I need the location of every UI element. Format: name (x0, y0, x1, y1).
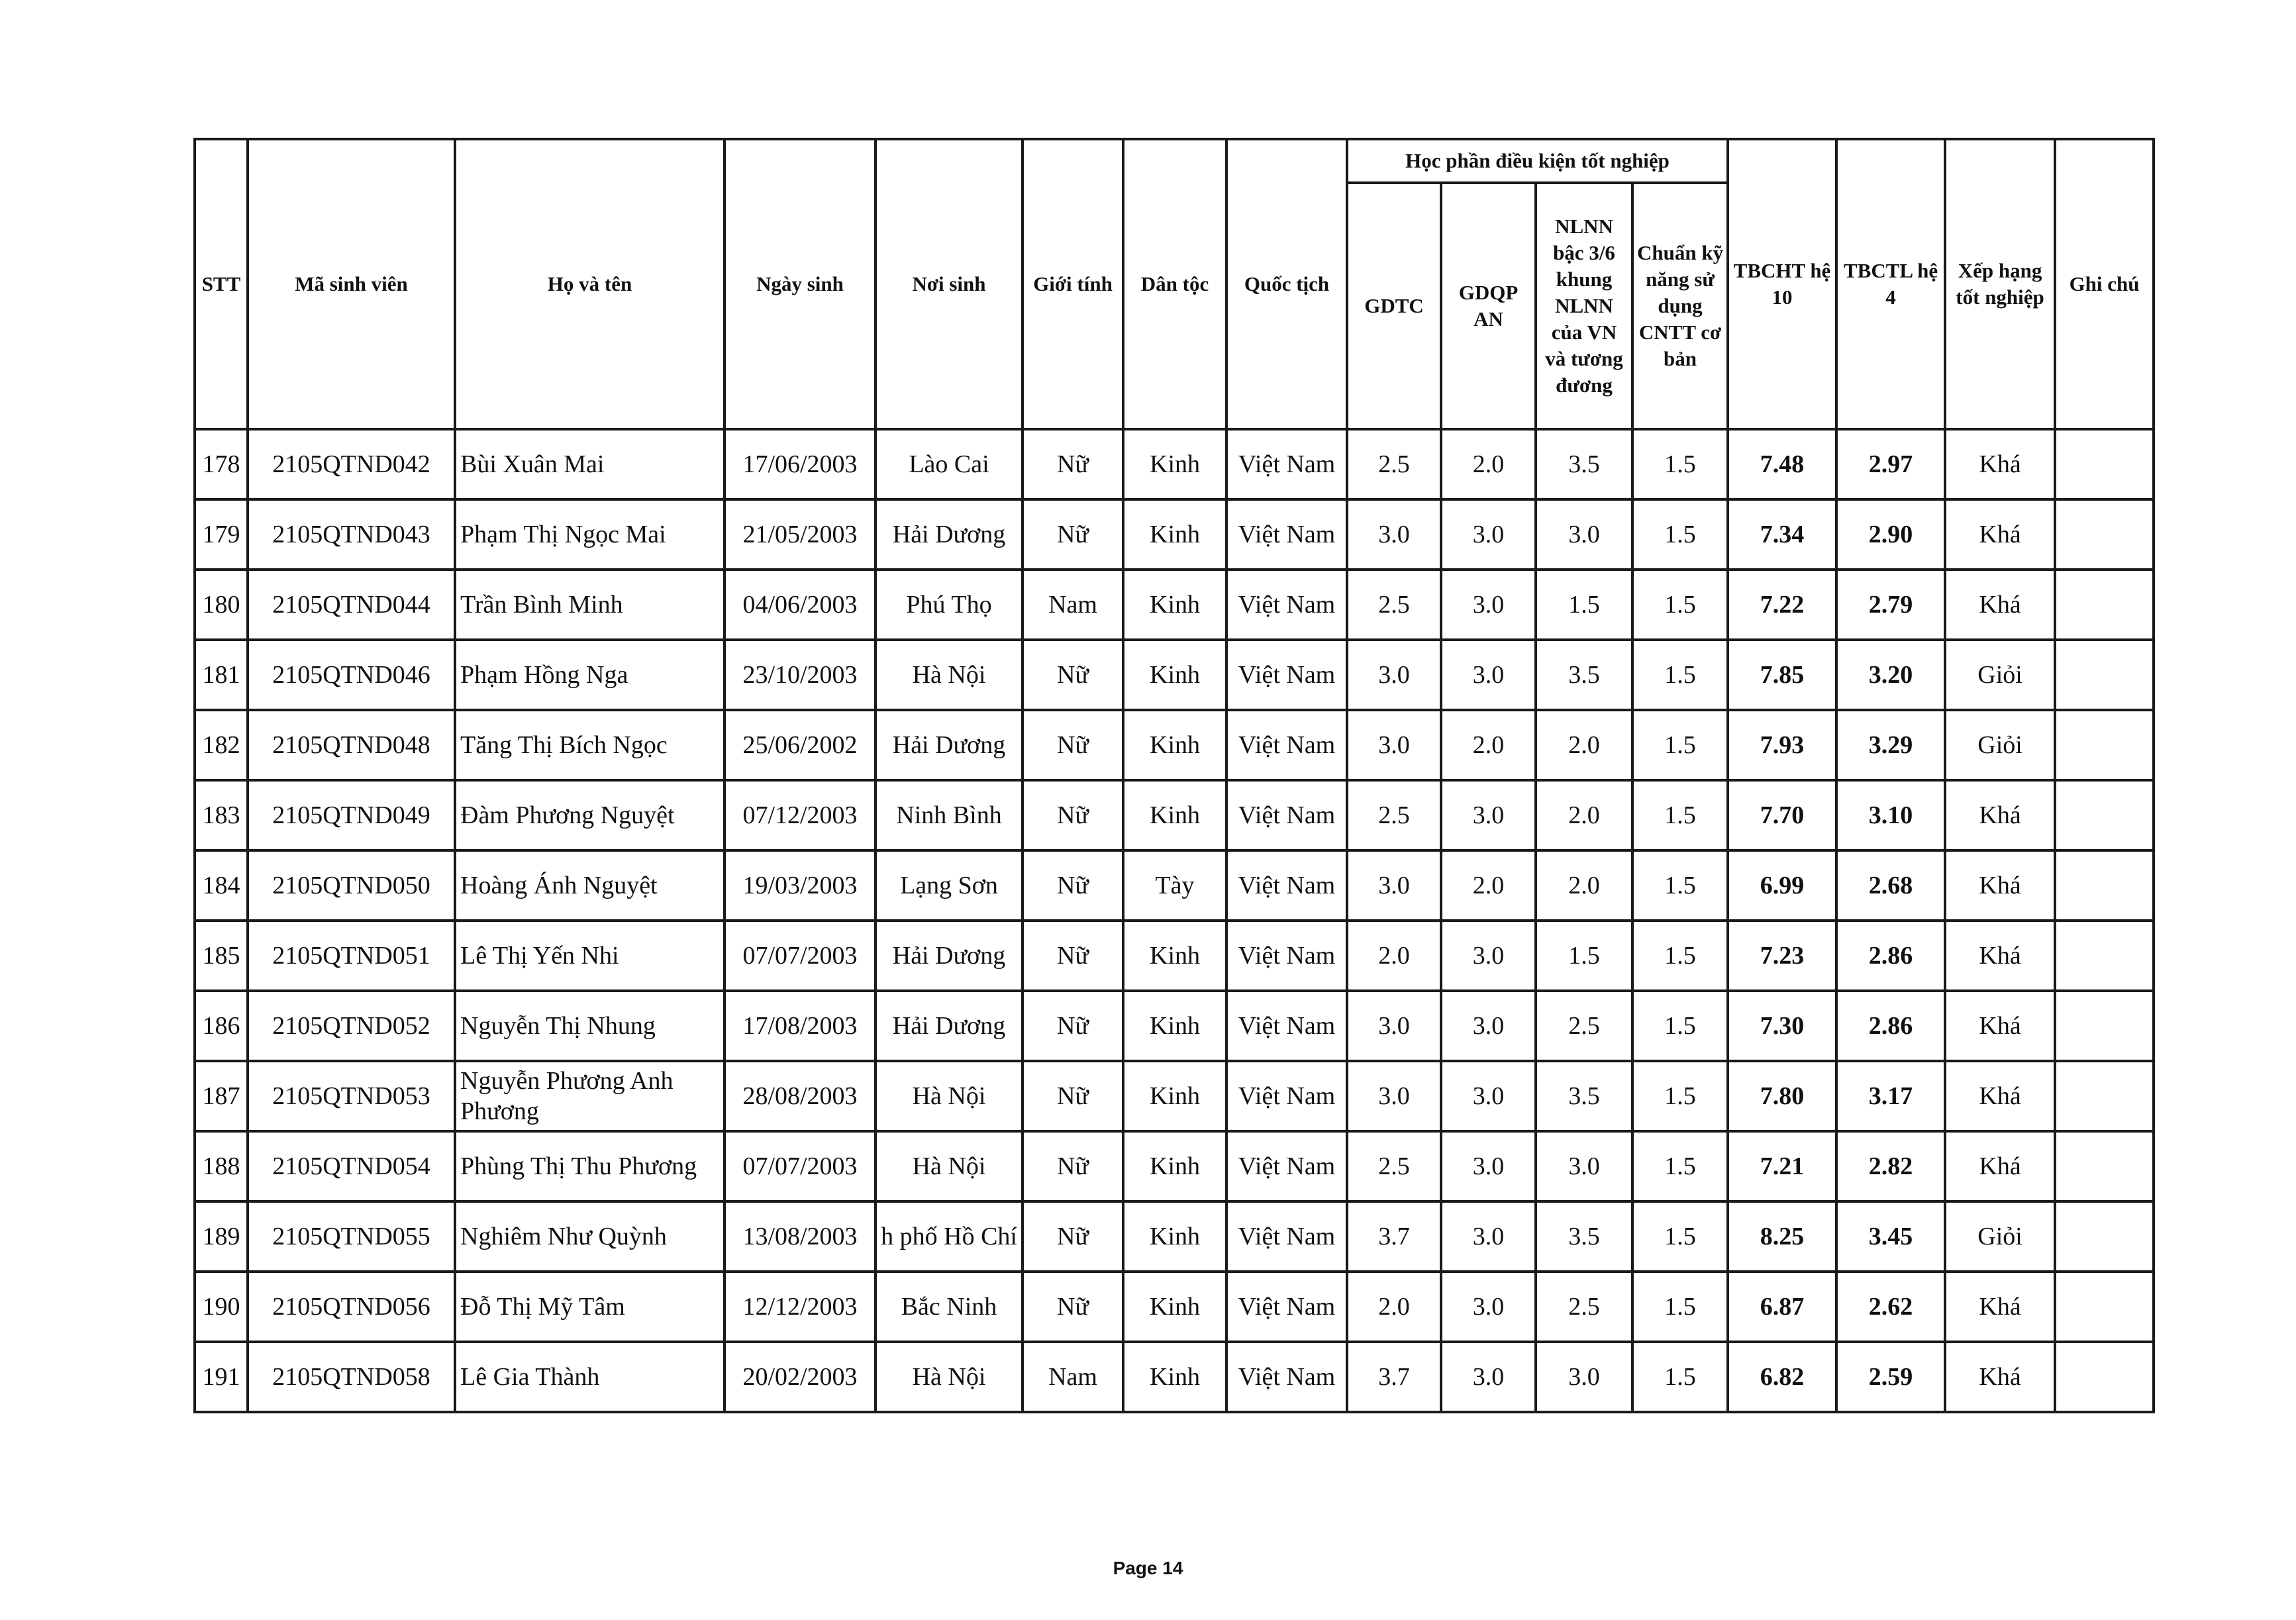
cell-full-name: Lê Gia Thành (455, 1342, 724, 1412)
cell-nlnn: 3.5 (1536, 1201, 1632, 1272)
cell-stt: 187 (195, 1061, 248, 1131)
cell-nationality: Việt Nam (1226, 570, 1347, 640)
cell-stt: 186 (195, 991, 248, 1061)
cell-stt: 183 (195, 780, 248, 850)
cell-student-id: 2105QTND058 (248, 1342, 455, 1412)
cell-birthplace: Phú Thọ (875, 570, 1023, 640)
cell-student-id: 2105QTND056 (248, 1272, 455, 1342)
cell-dob: 28/08/2003 (724, 1061, 875, 1131)
cell-birthplace: Hải Dương (875, 991, 1023, 1061)
cell-cntt: 1.5 (1632, 1061, 1728, 1131)
header-cntt: Chuẩn kỹ năng sử dụng CNTT cơ bản (1632, 183, 1728, 429)
cell-gender: Nữ (1023, 1272, 1123, 1342)
cell-nlnn: 1.5 (1536, 570, 1632, 640)
cell-nationality: Việt Nam (1226, 1201, 1347, 1272)
cell-tbctl: 3.45 (1836, 1201, 1945, 1272)
cell-full-name: Nguyễn Phương Anh Phương (455, 1061, 724, 1131)
header-full-name: Họ và tên (455, 139, 724, 429)
cell-nationality: Việt Nam (1226, 850, 1347, 921)
cell-cntt: 1.5 (1632, 1342, 1728, 1412)
cell-gdtc: 3.7 (1347, 1201, 1441, 1272)
cell-full-name: Nguyễn Thị Nhung (455, 991, 724, 1061)
cell-gender: Nữ (1023, 1131, 1123, 1201)
cell-ranking: Khá (1945, 1131, 2055, 1201)
cell-gender: Nữ (1023, 921, 1123, 991)
cell-stt: 180 (195, 570, 248, 640)
cell-stt: 191 (195, 1342, 248, 1412)
cell-tbcht: 7.80 (1728, 1061, 1836, 1131)
cell-gdtc: 2.0 (1347, 1272, 1441, 1342)
cell-ranking: Giỏi (1945, 1201, 2055, 1272)
cell-birthplace: Bắc Ninh (875, 1272, 1023, 1342)
cell-dob: 17/06/2003 (724, 429, 875, 499)
cell-dob: 04/06/2003 (724, 570, 875, 640)
cell-full-name: Đỗ Thị Mỹ Tâm (455, 1272, 724, 1342)
cell-ethnicity: Kinh (1123, 710, 1226, 780)
cell-tbctl: 2.86 (1836, 921, 1945, 991)
cell-gender: Nữ (1023, 1201, 1123, 1272)
cell-tbcht: 8.25 (1728, 1201, 1836, 1272)
cell-gdqp: 2.0 (1441, 850, 1536, 921)
cell-nationality: Việt Nam (1226, 921, 1347, 991)
cell-gdtc: 3.0 (1347, 850, 1441, 921)
cell-ranking: Giỏi (1945, 640, 2055, 710)
header-tbcht: TBCHT hệ 10 (1728, 139, 1836, 429)
header-birthplace: Nơi sinh (875, 139, 1023, 429)
cell-gender: Nữ (1023, 991, 1123, 1061)
cell-stt: 189 (195, 1201, 248, 1272)
header-ranking: Xếp hạng tốt nghiệp (1945, 139, 2055, 429)
cell-nlnn: 3.0 (1536, 1342, 1632, 1412)
cell-gdqp: 3.0 (1441, 1342, 1536, 1412)
cell-gender: Nữ (1023, 499, 1123, 570)
cell-full-name: Phạm Thị Ngọc Mai (455, 499, 724, 570)
cell-student-id: 2105QTND044 (248, 570, 455, 640)
header-gdtc: GDTC (1347, 183, 1441, 429)
cell-nationality: Việt Nam (1226, 499, 1347, 570)
cell-nlnn: 1.5 (1536, 921, 1632, 991)
cell-birthplace: Hà Nội (875, 1061, 1023, 1131)
cell-full-name: Tăng Thị Bích Ngọc (455, 710, 724, 780)
cell-gender: Nữ (1023, 640, 1123, 710)
cell-gdqp: 3.0 (1441, 1201, 1536, 1272)
cell-full-name: Phạm Hồng Nga (455, 640, 724, 710)
cell-gender: Nam (1023, 1342, 1123, 1412)
table-row (195, 1201, 2154, 1272)
cell-gdtc: 2.0 (1347, 921, 1441, 991)
cell-birthplace: Hà Nội (875, 1342, 1023, 1412)
header-gender: Giới tính (1023, 139, 1123, 429)
table-row (195, 570, 2154, 640)
cell-tbcht: 7.30 (1728, 991, 1836, 1061)
cell-nlnn: 3.5 (1536, 640, 1632, 710)
table-row (195, 640, 2154, 710)
header-nationality: Quốc tịch (1226, 139, 1347, 429)
cell-stt: 182 (195, 710, 248, 780)
table-row (195, 429, 2154, 499)
cell-stt: 185 (195, 921, 248, 991)
cell-note (2055, 1342, 2154, 1412)
cell-dob: 17/08/2003 (724, 991, 875, 1061)
cell-birthplace: Hải Dương (875, 710, 1023, 780)
header-dob: Ngày sinh (724, 139, 875, 429)
cell-ethnicity: Tày (1123, 850, 1226, 921)
cell-tbcht: 7.34 (1728, 499, 1836, 570)
cell-tbctl: 2.86 (1836, 991, 1945, 1061)
cell-ethnicity: Kinh (1123, 780, 1226, 850)
cell-nlnn: 2.0 (1536, 710, 1632, 780)
cell-dob: 19/03/2003 (724, 850, 875, 921)
cell-nationality: Việt Nam (1226, 710, 1347, 780)
cell-ranking: Khá (1945, 499, 2055, 570)
cell-nlnn: 3.0 (1536, 499, 1632, 570)
cell-gdqp: 2.0 (1441, 710, 1536, 780)
table-row (195, 1061, 2154, 1131)
header-tbctl: TBCTL hệ 4 (1836, 139, 1945, 429)
cell-ethnicity: Kinh (1123, 640, 1226, 710)
cell-gdqp: 3.0 (1441, 780, 1536, 850)
cell-tbcht: 7.85 (1728, 640, 1836, 710)
cell-dob: 13/08/2003 (724, 1201, 875, 1272)
cell-gdtc: 3.0 (1347, 1061, 1441, 1131)
cell-ethnicity: Kinh (1123, 499, 1226, 570)
cell-student-id: 2105QTND052 (248, 991, 455, 1061)
table-header (195, 139, 2154, 429)
cell-tbctl: 3.20 (1836, 640, 1945, 710)
table-row (195, 1272, 2154, 1342)
cell-cntt: 1.5 (1632, 640, 1728, 710)
cell-cntt: 1.5 (1632, 710, 1728, 780)
cell-cntt: 1.5 (1632, 1131, 1728, 1201)
cell-note (2055, 1201, 2154, 1272)
cell-tbctl: 2.79 (1836, 570, 1945, 640)
cell-gdqp: 3.0 (1441, 921, 1536, 991)
table-row (195, 921, 2154, 991)
cell-note (2055, 1061, 2154, 1131)
cell-ethnicity: Kinh (1123, 1061, 1226, 1131)
cell-student-id: 2105QTND043 (248, 499, 455, 570)
cell-cntt: 1.5 (1632, 499, 1728, 570)
cell-student-id: 2105QTND051 (248, 921, 455, 991)
table-row (195, 710, 2154, 780)
cell-stt: 184 (195, 850, 248, 921)
cell-ethnicity: Kinh (1123, 991, 1226, 1061)
cell-birthplace: Hải Dương (875, 921, 1023, 991)
cell-note (2055, 570, 2154, 640)
cell-tbctl: 3.29 (1836, 710, 1945, 780)
cell-dob: 07/07/2003 (724, 1131, 875, 1201)
cell-nationality: Việt Nam (1226, 1272, 1347, 1342)
cell-full-name: Hoàng Ánh Nguyệt (455, 850, 724, 921)
cell-gdtc: 2.5 (1347, 780, 1441, 850)
cell-nationality: Việt Nam (1226, 1061, 1347, 1131)
cell-ethnicity: Kinh (1123, 1272, 1226, 1342)
cell-ranking: Khá (1945, 429, 2055, 499)
cell-gdtc: 3.0 (1347, 499, 1441, 570)
cell-stt: 188 (195, 1131, 248, 1201)
cell-gdqp: 3.0 (1441, 499, 1536, 570)
cell-gdtc: 3.0 (1347, 991, 1441, 1061)
header-ethnicity: Dân tộc (1123, 139, 1226, 429)
cell-cntt: 1.5 (1632, 991, 1728, 1061)
cell-birthplace: Hà Nội (875, 640, 1023, 710)
table-row (195, 1342, 2154, 1412)
cell-ethnicity: Kinh (1123, 570, 1226, 640)
cell-note (2055, 429, 2154, 499)
cell-cntt: 1.5 (1632, 1201, 1728, 1272)
cell-student-id: 2105QTND042 (248, 429, 455, 499)
cell-note (2055, 640, 2154, 710)
header-gdqp: GDQP AN (1441, 183, 1536, 429)
cell-tbctl: 2.90 (1836, 499, 1945, 570)
cell-full-name: Đàm Phương Nguyệt (455, 780, 724, 850)
cell-dob: 07/12/2003 (724, 780, 875, 850)
cell-cntt: 1.5 (1632, 850, 1728, 921)
cell-note (2055, 710, 2154, 780)
cell-tbcht: 7.70 (1728, 780, 1836, 850)
cell-stt: 190 (195, 1272, 248, 1342)
cell-tbcht: 7.93 (1728, 710, 1836, 780)
cell-full-name: Nghiêm Như Quỳnh (455, 1201, 724, 1272)
cell-tbctl: 2.68 (1836, 850, 1945, 921)
table-row (195, 991, 2154, 1061)
cell-ethnicity: Kinh (1123, 1131, 1226, 1201)
cell-tbctl: 2.59 (1836, 1342, 1945, 1412)
cell-dob: 23/10/2003 (724, 640, 875, 710)
header-nlnn: NLNN bậc 3/6 khung NLNN của VN và tương đương (1536, 183, 1632, 429)
cell-gdqp: 3.0 (1441, 1272, 1536, 1342)
cell-gender: Nữ (1023, 850, 1123, 921)
cell-ranking: Khá (1945, 921, 2055, 991)
cell-birthplace: Ninh Bình (875, 780, 1023, 850)
table-row (195, 780, 2154, 850)
cell-tbctl: 2.82 (1836, 1131, 1945, 1201)
cell-gdqp: 2.0 (1441, 429, 1536, 499)
table-row (195, 1131, 2154, 1201)
cell-student-id: 2105QTND055 (248, 1201, 455, 1272)
cell-dob: 20/02/2003 (724, 1342, 875, 1412)
cell-tbcht: 7.21 (1728, 1131, 1836, 1201)
cell-note (2055, 1131, 2154, 1201)
cell-cntt: 1.5 (1632, 570, 1728, 640)
cell-cntt: 1.5 (1632, 1272, 1728, 1342)
cell-nlnn: 3.0 (1536, 1131, 1632, 1201)
cell-birthplace: Hải Dương (875, 499, 1023, 570)
cell-birthplace: h phố Hồ Chí (875, 1201, 1023, 1272)
cell-nationality: Việt Nam (1226, 640, 1347, 710)
cell-tbctl: 3.17 (1836, 1061, 1945, 1131)
cell-student-id: 2105QTND046 (248, 640, 455, 710)
cell-nationality: Việt Nam (1226, 1131, 1347, 1201)
cell-tbcht: 6.99 (1728, 850, 1836, 921)
cell-note (2055, 921, 2154, 991)
page-number: Page 14 (1113, 1558, 1183, 1578)
cell-ranking: Khá (1945, 570, 2055, 640)
cell-note (2055, 850, 2154, 921)
cell-ranking: Khá (1945, 991, 2055, 1061)
cell-ethnicity: Kinh (1123, 1342, 1226, 1412)
cell-nlnn: 3.5 (1536, 429, 1632, 499)
cell-gender: Nữ (1023, 429, 1123, 499)
cell-tbcht: 7.23 (1728, 921, 1836, 991)
cell-gdqp: 3.0 (1441, 570, 1536, 640)
cell-stt: 178 (195, 429, 248, 499)
cell-ranking: Khá (1945, 850, 2055, 921)
cell-full-name: Trần Bình Minh (455, 570, 724, 640)
cell-ranking: Khá (1945, 1272, 2055, 1342)
cell-gdtc: 3.0 (1347, 710, 1441, 780)
cell-nationality: Việt Nam (1226, 1342, 1347, 1412)
cell-tbctl: 2.62 (1836, 1272, 1945, 1342)
cell-ranking: Giỏi (1945, 710, 2055, 780)
cell-gender: Nữ (1023, 780, 1123, 850)
cell-gdtc: 2.5 (1347, 429, 1441, 499)
cell-birthplace: Hà Nội (875, 1131, 1023, 1201)
cell-gdtc: 3.7 (1347, 1342, 1441, 1412)
header-note: Ghi chú (2055, 139, 2154, 429)
cell-ethnicity: Kinh (1123, 1201, 1226, 1272)
cell-gdtc: 2.5 (1347, 570, 1441, 640)
cell-gender: Nữ (1023, 710, 1123, 780)
cell-birthplace: Lạng Sơn (875, 850, 1023, 921)
table-body (195, 429, 2154, 1412)
cell-cntt: 1.5 (1632, 429, 1728, 499)
cell-gdtc: 3.0 (1347, 640, 1441, 710)
cell-nlnn: 2.0 (1536, 850, 1632, 921)
cell-ranking: Khá (1945, 1061, 2055, 1131)
cell-birthplace: Lào Cai (875, 429, 1023, 499)
cell-student-id: 2105QTND050 (248, 850, 455, 921)
cell-full-name: Bùi Xuân Mai (455, 429, 724, 499)
cell-ethnicity: Kinh (1123, 921, 1226, 991)
header-stt: STT (195, 139, 248, 429)
cell-cntt: 1.5 (1632, 780, 1728, 850)
cell-gdqp: 3.0 (1441, 1061, 1536, 1131)
cell-dob: 25/06/2002 (724, 710, 875, 780)
cell-full-name: Lê Thị Yến Nhi (455, 921, 724, 991)
cell-dob: 12/12/2003 (724, 1272, 875, 1342)
cell-student-id: 2105QTND053 (248, 1061, 455, 1131)
cell-gdtc: 2.5 (1347, 1131, 1441, 1201)
cell-dob: 21/05/2003 (724, 499, 875, 570)
cell-tbctl: 2.97 (1836, 429, 1945, 499)
cell-gender: Nam (1023, 570, 1123, 640)
cell-gdqp: 3.0 (1441, 991, 1536, 1061)
cell-note (2055, 1272, 2154, 1342)
cell-stt: 181 (195, 640, 248, 710)
cell-cntt: 1.5 (1632, 921, 1728, 991)
header-student-id: Mã sinh viên (248, 139, 455, 429)
table-row (195, 850, 2154, 921)
cell-gdqp: 3.0 (1441, 640, 1536, 710)
cell-tbcht: 7.48 (1728, 429, 1836, 499)
cell-tbcht: 6.87 (1728, 1272, 1836, 1342)
cell-ethnicity: Kinh (1123, 429, 1226, 499)
cell-tbcht: 6.82 (1728, 1342, 1836, 1412)
cell-nationality: Việt Nam (1226, 429, 1347, 499)
graduation-table-container (193, 138, 2152, 1413)
cell-student-id: 2105QTND049 (248, 780, 455, 850)
cell-nationality: Việt Nam (1226, 780, 1347, 850)
cell-stt: 179 (195, 499, 248, 570)
cell-nlnn: 2.5 (1536, 991, 1632, 1061)
cell-note (2055, 499, 2154, 570)
cell-note (2055, 780, 2154, 850)
cell-ranking: Khá (1945, 780, 2055, 850)
cell-nationality: Việt Nam (1226, 991, 1347, 1061)
cell-nlnn: 3.5 (1536, 1061, 1632, 1131)
cell-tbcht: 7.22 (1728, 570, 1836, 640)
cell-full-name: Phùng Thị Thu Phương (455, 1131, 724, 1201)
graduation-table (193, 138, 2155, 1413)
cell-nlnn: 2.5 (1536, 1272, 1632, 1342)
cell-ranking: Khá (1945, 1342, 2055, 1412)
cell-note (2055, 991, 2154, 1061)
cell-dob: 07/07/2003 (724, 921, 875, 991)
table-row (195, 499, 2154, 570)
cell-gender: Nữ (1023, 1061, 1123, 1131)
header-graduation-conditions: Học phần điều kiện tốt nghiệp (1347, 139, 1728, 183)
cell-student-id: 2105QTND054 (248, 1131, 455, 1201)
cell-gdqp: 3.0 (1441, 1131, 1536, 1201)
cell-tbctl: 3.10 (1836, 780, 1945, 850)
cell-student-id: 2105QTND048 (248, 710, 455, 780)
cell-nlnn: 2.0 (1536, 780, 1632, 850)
